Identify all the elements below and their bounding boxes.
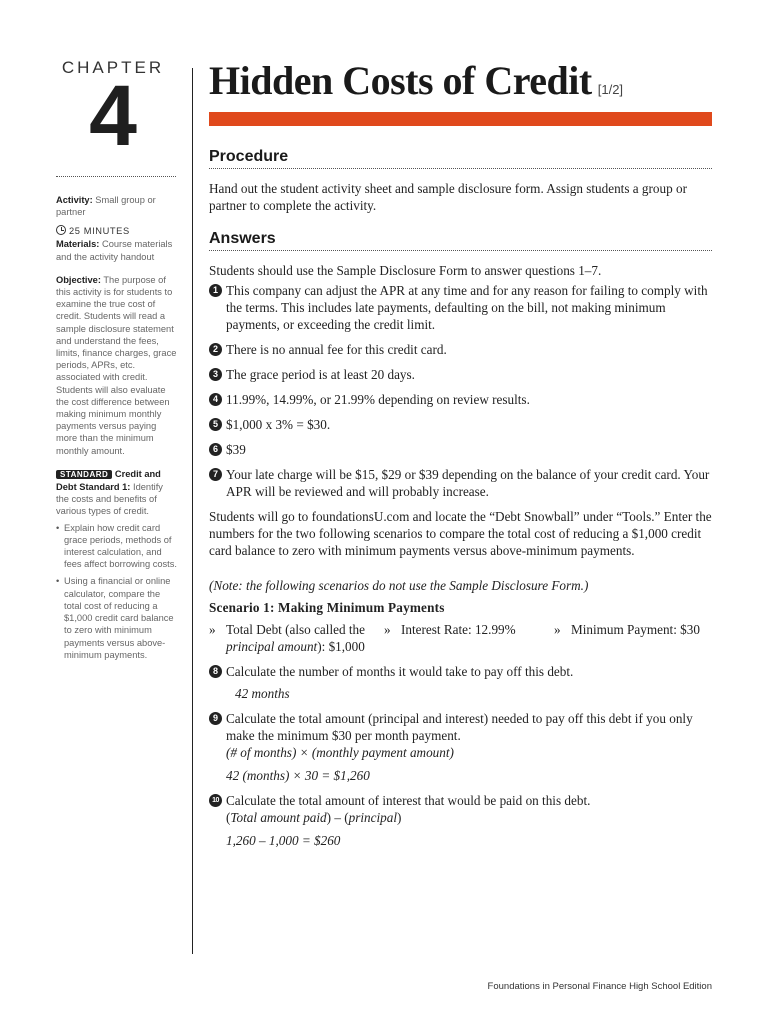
fact-text: Minimum Payment: $30 [571,622,700,637]
chevron-icon: » [209,622,216,637]
title-row [209,56,712,106]
activity-label: Activity: [56,195,93,205]
answer-item [209,282,712,333]
number-badge: 9 [209,712,222,725]
fact-text: Interest Rate: 12.99% [401,622,516,637]
activity-info [56,194,178,218]
standard-list [56,522,178,661]
number-badge: 10 [209,794,222,807]
answer-item [209,341,712,358]
page-title: Hidden Costs of Credit [209,58,592,103]
answer-item [209,391,712,408]
total-debt-fact [209,621,384,655]
chevron-icon: » [384,622,391,637]
scenario-facts [209,621,712,655]
answer-text: There is no annual fee for this credit card. [226,342,447,357]
number-badge: 1 [209,284,222,297]
main-content [209,56,712,849]
vertical-divider [192,68,193,954]
answer-item [209,466,712,500]
procedure-text: Hand out the student activity sheet and sample disclosure form. Assign students a group or partner to complete the activity. [209,181,687,213]
answer-text: $1,000 x 3% = $30. [226,417,331,432]
question-body [226,710,712,761]
number-badge: 3 [209,368,222,381]
procedure-heading: Procedure [209,148,712,169]
answer-text: $39 [226,442,246,457]
duration-text: 25 MINUTES [69,226,130,237]
answer-text: The grace period is at least 20 days. [226,367,415,382]
answer-text: This company can adjust the APR at any time and for any reason for failing to comply with the terms. This includes late payments, defaulting on the bill, not making minimum payments, or exceeding the credit limit. [226,283,708,332]
minimum-payment-fact [554,621,712,655]
standard-info [56,468,178,661]
scenario-note: (Note: the following scenarios do not use the Sample Disclosure Form.) [209,578,589,593]
number-badge: 8 [209,665,222,678]
activity-text: Small group or partner [56,195,156,218]
question-text: Calculate the total amount of interest that would be paid on this debt. [226,793,591,808]
chapter-label: CHAPTER [61,58,165,77]
answer-item [209,366,712,383]
question-formula: (Total amount paid) – (principal) [226,810,402,825]
materials-info [56,238,178,262]
question-item [209,792,712,826]
standard-item: • Explain how credit card grace periods, methods of interest calculation, and fees affect borrowing costs. [56,522,178,571]
materials-label: Materials: [56,239,100,250]
scenario-title: Scenario 1: Making Minimum Payments [209,600,445,615]
duration [56,225,178,236]
answers-heading: Answers [209,230,712,251]
footer-text: Foundations in Personal Finance High School Edition [487,981,712,992]
question-answer: 1,260 – 1,000 = $260 [226,833,341,848]
objective-info [56,274,178,457]
objective-text: The purpose of this activity is for students to examine the true cost of credit. Students will read a sample disclosure statement and understand the fees, limits, finance charges, grace periods, APRs, etc. associated with credit. Students will also evaluate the cost difference between making minimum monthly payments versus paying more than the minimum monthly amount. [56,274,177,456]
clock-icon [56,225,66,235]
question-text: Calculate the number of months it would take to pay off this debt. [226,664,574,679]
sidebar [56,58,178,666]
standard-label: Credit and Debt Standard 1: [56,468,161,493]
answer-text: 11.99%, 14.99%, or 21.99% depending on review results. [226,392,530,407]
number-badge: 6 [209,443,222,456]
question-text: Calculate the total amount (principal and interest) needed to pay off this debt if you only make the minimum $30 per month payment. [226,711,693,743]
materials-text: Course materials and the activity handout [56,239,173,262]
chapter-number: 4 [89,68,137,164]
question-item [209,710,712,761]
page-indicator: [1/2] [597,82,624,97]
tools-instructions: Students will go to foundationsU.com and locate the “Debt Snowball” under “Tools.” Enter the numbers for the two following scenarios to compare the total cost of reducing a $1,000 credit card balance to zero with minimum payments versus above-minimum payments. [209,509,712,558]
fact-text: Total Debt (also called the principal amount): $1,000 [226,622,365,654]
question-body [226,792,590,826]
number-badge: 7 [209,468,222,481]
answers-intro: Students should use the Sample Disclosure Form to answer questions 1–7. [209,263,602,278]
number-badge: 4 [209,393,222,406]
chevron-icon: » [554,622,561,637]
objective-label: Objective: [56,274,101,285]
number-badge: 5 [209,418,222,431]
answer-text: Your late charge will be $15, $29 or $39 depending on the balance of your credit card. Your APR will be reviewed and will probably increase. [226,467,710,499]
interest-rate-fact [384,621,554,655]
question-answer: 42 (months) × 30 = $1,260 [226,768,370,783]
standard-badge: STANDARD [56,470,112,479]
answer-item [209,416,712,433]
question-item [209,663,712,680]
accent-bar [209,112,712,126]
standard-text: Identify the costs and benefits of various types of credit. [56,482,163,517]
question-formula: (# of months) × (monthly payment amount) [226,745,454,760]
answer-item [209,441,712,458]
sidebar-divider [56,176,176,177]
number-badge: 2 [209,343,222,356]
standard-item: • Using a financial or online calculator, compare the total cost of reducing a $1,000 credit card balance to zero with minimum payments versus above-minimum payments. [56,575,178,660]
question-answer: 42 months [235,686,290,701]
